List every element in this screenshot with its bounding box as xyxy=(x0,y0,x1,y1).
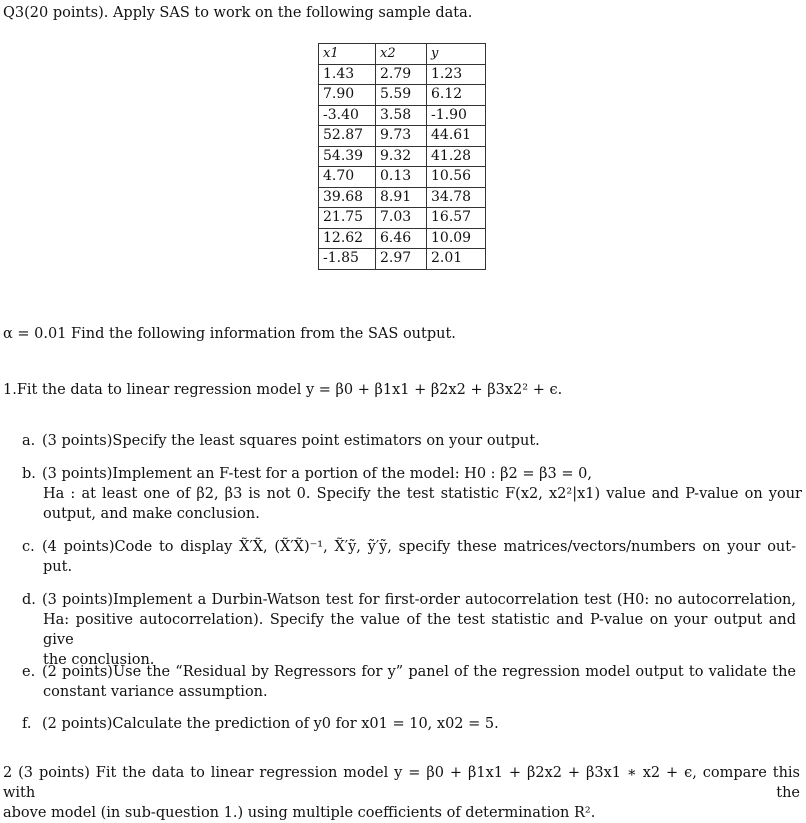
header-x2: x2 xyxy=(376,44,427,65)
part-e-label: e. xyxy=(22,664,36,680)
table-cell: 1.23 xyxy=(427,64,486,85)
part-f-label: f. xyxy=(22,716,32,732)
table-cell: -3.40 xyxy=(319,105,376,126)
part-e-line1: (2 points)Use the “Residual by Regressors for y” panel of the regression model output to validate the xyxy=(42,664,796,680)
table-cell: -1.85 xyxy=(319,249,376,270)
table-row xyxy=(319,85,486,106)
table-cell: 10.56 xyxy=(427,167,486,188)
table-cell: 7.90 xyxy=(319,85,376,106)
table-cell: 10.09 xyxy=(427,228,486,249)
part-a-text: (3 points)Specify the least squares point estimators on your output. xyxy=(42,433,540,449)
table-cell: 5.59 xyxy=(376,85,427,106)
table-cell: 39.68 xyxy=(319,187,376,208)
part-d-line2: Ha: positive autocorrelation). Specify the value of the test statistic and P-value on your output and give xyxy=(43,612,796,648)
part-b-label: b. xyxy=(22,466,36,482)
part-d-line1: (3 points)Implement a Durbin-Watson test for first-order autocorrelation test (H0: no autocorrelation, xyxy=(42,592,796,608)
part-e-line2: constant variance assumption. xyxy=(43,684,268,700)
table-cell: 6.46 xyxy=(376,228,427,249)
table-row xyxy=(319,187,486,208)
table-cell: 34.78 xyxy=(427,187,486,208)
table-cell: 0.13 xyxy=(376,167,427,188)
table-cell: 54.39 xyxy=(319,146,376,167)
table-cell: 7.03 xyxy=(376,208,427,229)
part-c xyxy=(22,537,802,577)
table-cell: 16.57 xyxy=(427,208,486,229)
table-cell: 2.97 xyxy=(376,249,427,270)
table-cell: 4.70 xyxy=(319,167,376,188)
part-d-line3: the conclusion. xyxy=(43,652,155,668)
part-e xyxy=(22,662,802,702)
table-cell: 21.75 xyxy=(319,208,376,229)
table-row xyxy=(319,105,486,126)
question-2-line2: above model (in sub-question 1.) using multiple coefficients of determination R². xyxy=(3,805,596,821)
part-d xyxy=(22,590,802,670)
table-cell: 3.58 xyxy=(376,105,427,126)
question-2 xyxy=(3,763,800,823)
table-row xyxy=(319,64,486,85)
table-cell: 9.73 xyxy=(376,126,427,147)
alpha-statement: α = 0.01 Find the following information from the SAS output. xyxy=(3,326,456,342)
table-cell: 2.01 xyxy=(427,249,486,270)
part-b-line1: (3 points)Implement an F-test for a portion of the model: H0 : β2 = β3 = 0, xyxy=(42,466,592,482)
table-cell: 52.87 xyxy=(319,126,376,147)
table-row xyxy=(319,146,486,167)
question-2-line1: 2 (3 points) Fit the data to linear regression model y = β0 + β1x1 + β2x2 + β3x1 ∗ x2 + ϵ, compare this with the xyxy=(3,765,800,801)
table-cell: 8.91 xyxy=(376,187,427,208)
part-a-label: a. xyxy=(22,433,36,449)
header-x1: x1 xyxy=(319,44,376,65)
part-f xyxy=(22,714,802,734)
table-row xyxy=(319,167,486,188)
part-c-line1: (4 points)Code to display X̃′X̃, (X̃′X̃)⁻¹, X̃′ỹ, ỹ′ỹ, specify these matrices/vectors/numbers on your out- xyxy=(42,539,796,555)
table-cell: 44.61 xyxy=(427,126,486,147)
question-title: Q3(20 points). Apply SAS to work on the following sample data. xyxy=(3,5,473,21)
part-f-text: (2 points)Calculate the prediction of y0 for x01 = 10, x02 = 5. xyxy=(42,716,499,732)
table-cell: 1.43 xyxy=(319,64,376,85)
table-row xyxy=(319,228,486,249)
table-row xyxy=(319,208,486,229)
table-cell: 9.32 xyxy=(376,146,427,167)
part-c-line2: put. xyxy=(43,559,73,575)
question-1-intro: 1.Fit the data to linear regression model y = β0 + β1x1 + β2x2 + β3x2² + ϵ. xyxy=(3,382,563,398)
part-c-label: c. xyxy=(22,539,35,555)
part-b-line3: output, and make conclusion. xyxy=(43,506,260,522)
table-row xyxy=(319,126,486,147)
table-cell: 6.12 xyxy=(427,85,486,106)
table-cell: 41.28 xyxy=(427,146,486,167)
part-d-label: d. xyxy=(22,592,36,608)
part-b xyxy=(22,464,802,524)
header-y: y xyxy=(427,44,486,65)
table-header-row xyxy=(319,44,486,65)
table-cell: -1.90 xyxy=(427,105,486,126)
table-row xyxy=(319,249,486,270)
table-cell: 12.62 xyxy=(319,228,376,249)
sample-data-table xyxy=(318,43,486,270)
part-a xyxy=(22,431,802,451)
table-cell: 2.79 xyxy=(376,64,427,85)
part-b-line2: Ha : at least one of β2, β3 is not 0. Specify the test statistic F(x2, x2²|x1) value and P-value on your xyxy=(43,486,802,502)
